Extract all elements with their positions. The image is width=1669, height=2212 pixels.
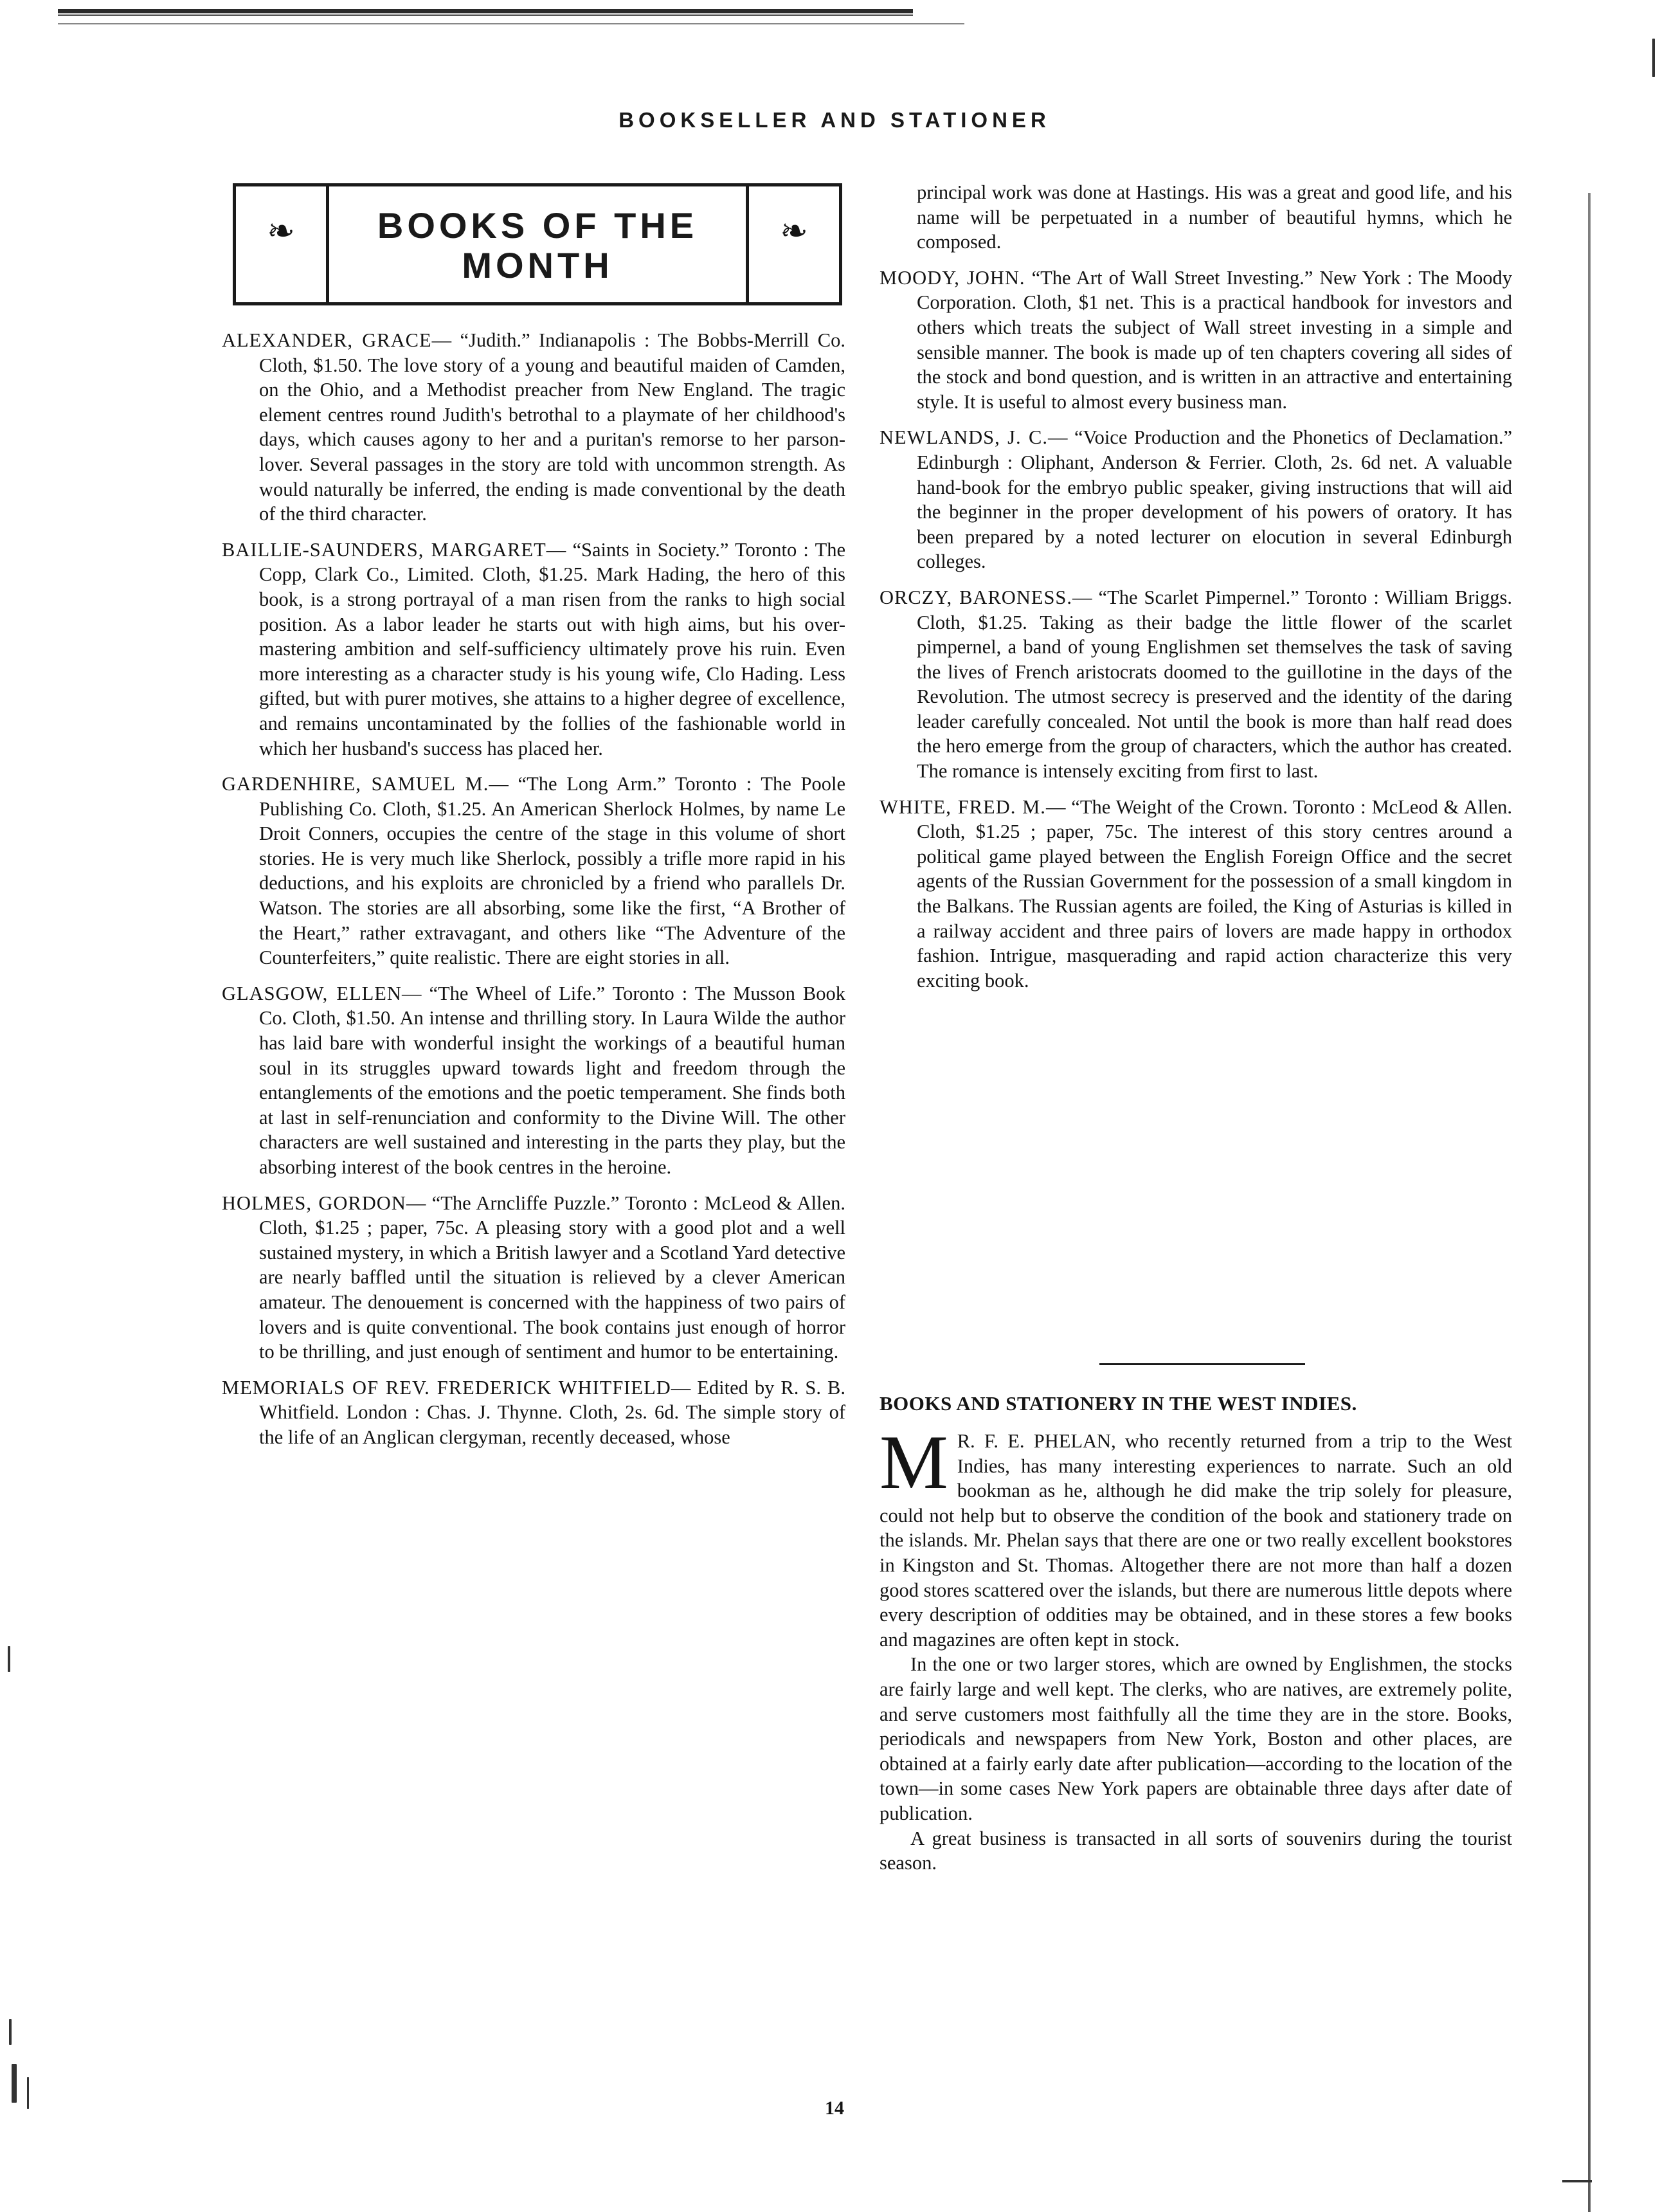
- box-title: [329, 206, 746, 286]
- article-paragraph: In the one or two larger stores, which are owned by Englishmen, the stocks are fairly large and well kept. The clerks, who are natives, are extremely polite, and serve customers most faithfully all the time they are in the store. Books, periodicals and newspapers from New York, Boston and other places, are obtained at a fairly early date after publication—according to the location of the town—in some cases New York papers are obtainable three days after date of publication.: [880, 1653, 1512, 1824]
- scan-mark: [12, 2064, 17, 2103]
- box-title-line1: BOOKS OF THE: [377, 205, 698, 246]
- article-title: BOOKS AND STATIONERY IN THE WEST INDIES.: [880, 1392, 1357, 1415]
- entry-text: — “Judith.” Indianapolis : The Bobbs-Merrill Co. Cloth, $1.50. The love story of a young and beautiful maiden of Camden, on the Ohio, and a Methodist preacher from New England. The tragic element centres round Judith's betrothal to a playmate of her childhood's days, which causes agony to her and a puritan's remorse to her parson-lover. Several passages in the story are told with uncommon strength. As would naturally be inferred, the ending is made conventional by the death of the third character.: [259, 329, 845, 525]
- book-entry: [222, 1191, 845, 1364]
- entry-text: — “The Scarlet Pimpernel.” Toronto : William Briggs. Cloth, $1.25. Taking as their badge the little flower of the scarlet pimpernel, a band of young Englishmen set themselves the task of saving the lives of French aristocrats doomed to the guillotine in the days of the Revolution. The utmost secrecy is preserved and the identity of the daring leader carefully concealed. Not until the book is more than half read does the hero emerge from the group of characters, which the author has created. The romance is intensely exciting from first to last.: [917, 586, 1512, 783]
- bottom-corner-rule: [1562, 2180, 1592, 2182]
- article-body: [880, 1419, 1512, 1876]
- scan-mark: [1652, 39, 1655, 77]
- entry-text: — “The Weight of the Crown. Toronto : McLeod & Allen. Cloth, $1.25 ; paper, 75c. The interest of this story centres around a political game played between the English Foreign Office and the secret agents of the Russian Government for the possession of a small kingdom in the Balkans. The Russian agents are foiled, the King of Asturias is killed in a railway accident and three pairs of lovers are made happy in orthodox fashion. Intrigue, masquerading and rapid action characterize this very exciting book.: [917, 795, 1512, 992]
- book-entry: [222, 772, 845, 970]
- book-entry: [880, 585, 1512, 784]
- entry-heading: ALEXANDER, GRACE: [222, 329, 432, 351]
- box-title-line2: MONTH: [462, 245, 613, 286]
- entry-text: — “Voice Production and the Phonetics of Declamation.” Edinburgh : Oliphant, Anderson & Ferrier. Cloth, 2s. 6d net. A valuable hand-book for the embryo public speaker, giving instructions that will aid the beginner in the proper development of his powers of oratory. It has been prepared by a noted lecturer on elocution in several Edinburgh colleges.: [917, 426, 1512, 573]
- entry-heading: HOLMES, GORDON: [222, 1192, 406, 1214]
- entry-heading: GLASGOW, ELLEN: [222, 982, 402, 1004]
- book-entry: [880, 425, 1512, 574]
- entry-heading: GARDENHIRE, SAMUEL M.: [222, 773, 489, 795]
- entry-text: — “Saints in Society.” Toronto : The Copp, Clark Co., Limited. Cloth, $1.25. Mark Hading, the hero of this book, is a strong portrayal of a man risen from the ranks to high social position. As a labor leader he starts out with high aims, but his over-mastering ambition and self-sufficiency ultimately prove his ruin. Even more interesting as a character study is his young wife, Clo Hading. Less gifted, but with purer motives, she attains to a higher degree of excellence, and remains uncontaminated by the follies of the fashionable world in which her husband's success has placed her.: [259, 538, 845, 759]
- scan-mark: [8, 1646, 10, 1672]
- book-entry: [222, 981, 845, 1180]
- book-entry: [222, 328, 845, 527]
- section-divider: [1099, 1363, 1305, 1365]
- article-paragraph: A great business is transacted in all sorts of souvenirs during the tourist season.: [880, 1827, 1512, 1874]
- left-column: [222, 328, 845, 1461]
- article-paragraph-text: R. F. E. PHELAN, who recently returned from a trip to the West Indies, has many interesting experiences to narrate. Such an old bookman as he, although he did make the trip solely for pleasure, could not help but to observe the condition of the book and stationery trade on the islands. Mr. Phelan says that there are one or two really excellent bookstores in Kingston and St. Thomas. Altogether there are not more than half a dozen good stores scattered over the islands, but there are numerous little depots where every description of oddities may be obtained, and in these stores a few books and magazines are often kept in stock.: [880, 1430, 1512, 1651]
- entry-text: — Edited by R. S. B. Whitfield. London : Chas. J. Thynne. Cloth, 2s. 6d. The simple story of the life of an Anglican clergyman, recently deceased, whose: [259, 1376, 846, 1448]
- entry-heading: ORCZY, BARONESS.: [880, 586, 1073, 608]
- article-paragraph: [880, 1419, 1512, 1652]
- box-left-panel: [236, 186, 329, 302]
- running-head: BOOKSELLER AND STATIONER: [618, 108, 1051, 132]
- right-column: [880, 180, 1512, 1004]
- entry-heading: MEMORIALS OF REV. FREDERICK WHITFIELD: [222, 1376, 671, 1399]
- scan-mark: [9, 2019, 12, 2045]
- book-entry: [880, 795, 1512, 993]
- books-of-the-month-box: [233, 183, 842, 305]
- entry-heading: BAILLIE-SAUNDERS, MARGARET: [222, 538, 546, 561]
- box-right-panel: [746, 186, 839, 302]
- entry-text: — “The Long Arm.” Toronto : The Poole Publishing Co. Cloth, $1.25. An American Sherlock Holmes, by name Le Droit Conners, occupies the centre of the stage in this volume of short stories. He is very much like Sherlock, possibly a trifle more rapid in his deductions, and his exploits are chronicled by a friend who parallels Dr. Watson. The stories are all absorbing, some like the first, “A Brother of the Heart,” rather extravagant, and others like “The Adventure of the Counterfeiters,” quite realistic. There are eight stories in all.: [259, 773, 846, 969]
- entry-text: — “The Wheel of Life.” Toronto : The Musson Book Co. Cloth, $1.50. An intense and thrilling story. In Laura Wilde the author has laid bare with wonderful insight the workings of a beautiful human soul in its struggles upward towards light and freedom through the entanglements of the emotions and the poetic temperament. She finds both at last in self-renunciation and conformity to the Divine Will. The other characters are well sustained and interesting in the parts they play, but the absorbing interest of the book centres in the heroine.: [259, 982, 846, 1178]
- page-number: 14: [825, 2098, 844, 2119]
- book-entry: [880, 266, 1512, 415]
- left-ornament-icon: ❧: [267, 212, 295, 251]
- entry-heading: MOODY, JOHN.: [880, 266, 1025, 289]
- top-rule-thin: [58, 23, 964, 24]
- entry-continuation: principal work was done at Hastings. His was a great and good life, and his name will be perpetuated in a number of beautiful hymns, which he composed.: [917, 181, 1512, 253]
- drop-cap: M: [880, 1419, 948, 1505]
- entry-text: “The Art of Wall Street Investing.” New York : The Moody Corporation. Cloth, $1 net. This is a practical handbook for investors and others which treats the subject of Wall street investing in a simple and sensible manner. The book is made up of ten chapters covering all sides of the stock and bond question, and is written in an attractive and entertaining style. It is useful to almost every business man.: [917, 266, 1512, 413]
- entry-text: — “The Arncliffe Puzzle.” Toronto : McLeod & Allen. Cloth, $1.25 ; paper, 75c. A pleasing story with a good plot and a well sustained mystery, in which a British lawyer and a Scotland Yard detective are nearly baffled until the situation is relieved by a clever American amateur. The denouement is concerned with the happiness of two pairs of lovers and is quite conventional. The book contains just enough of horror to be thrilling, and just enough of sentiment and humor to be entertaining.: [259, 1192, 845, 1363]
- right-margin-rule: [1588, 193, 1591, 2212]
- right-ornament-icon: ❧: [780, 212, 808, 251]
- book-entry: [222, 538, 845, 761]
- top-rule: [58, 9, 913, 18]
- entry-heading: NEWLANDS, J. C.: [880, 426, 1049, 449]
- entry-heading: WHITE, FRED. M.: [880, 795, 1046, 818]
- scan-mark: [27, 2077, 29, 2109]
- book-entry: [222, 1375, 845, 1450]
